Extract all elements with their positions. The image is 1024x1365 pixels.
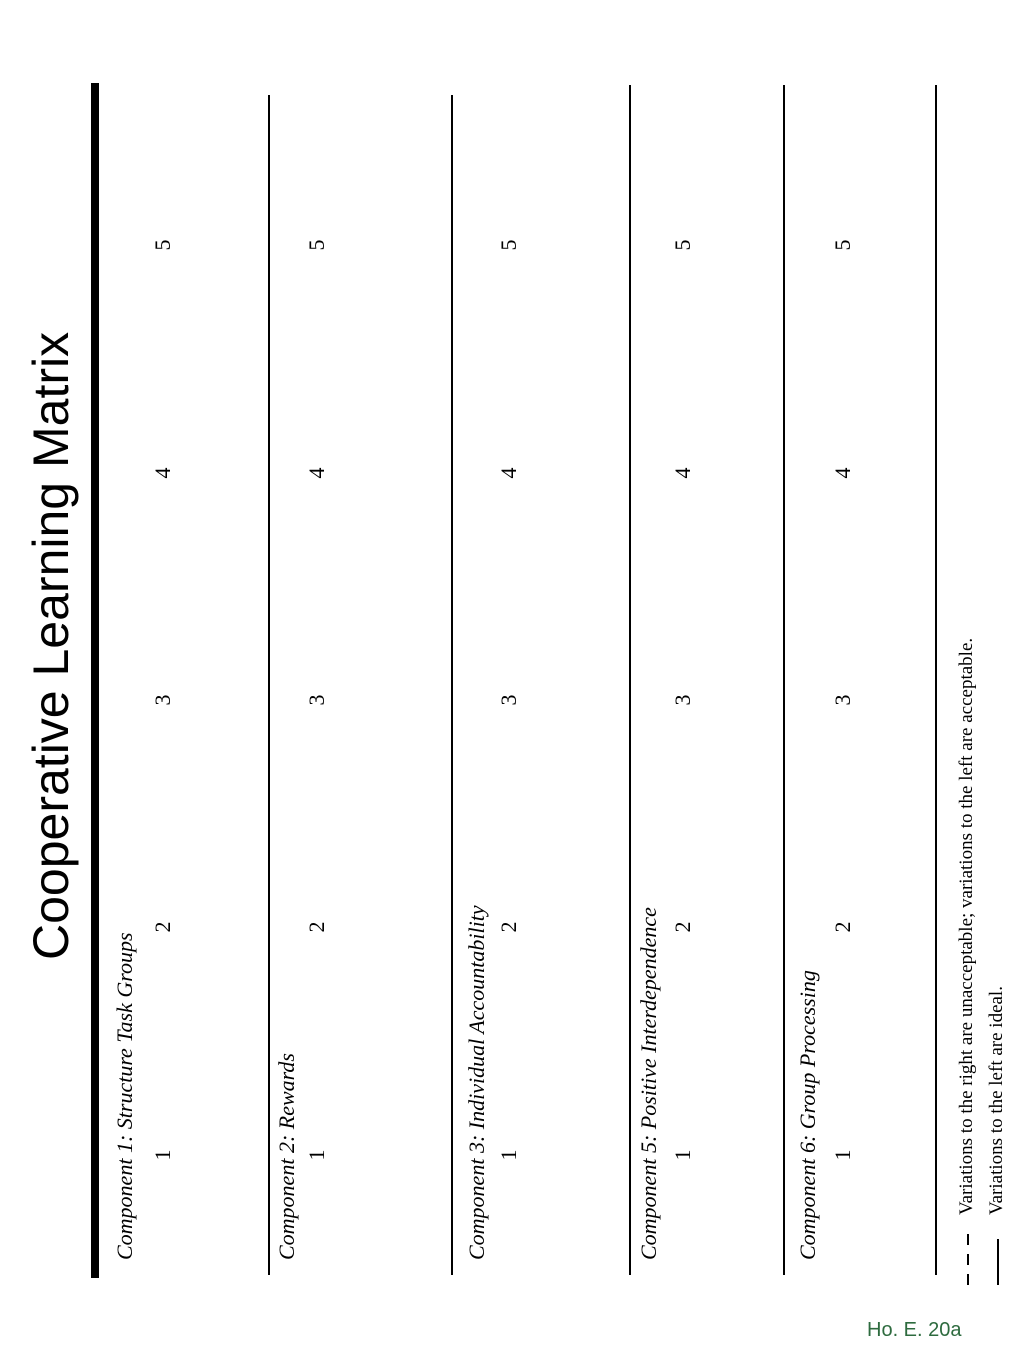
scale-number: 2 bbox=[496, 921, 521, 933]
scale-number: 5 bbox=[304, 239, 329, 251]
solid-line-icon bbox=[997, 1239, 999, 1285]
scale-number: 4 bbox=[496, 467, 521, 479]
scale-number: 1 bbox=[496, 1149, 521, 1161]
scale-number: 5 bbox=[830, 239, 855, 251]
scale-number: 3 bbox=[830, 694, 855, 706]
scale-number: 2 bbox=[670, 921, 695, 933]
scale-number: 5 bbox=[150, 239, 175, 251]
row-divider bbox=[783, 85, 785, 1275]
row-divider bbox=[268, 95, 270, 1275]
legend-solid-text: Variations to the left are ideal. bbox=[986, 986, 1007, 1215]
scale-number: 1 bbox=[670, 1149, 695, 1161]
scale-number: 4 bbox=[150, 467, 175, 479]
scale-number: 3 bbox=[304, 694, 329, 706]
scale-number: 4 bbox=[830, 467, 855, 479]
page-title: Cooperative Learning Matrix bbox=[23, 331, 79, 960]
scale-number: 2 bbox=[830, 921, 855, 933]
scale-number: 1 bbox=[304, 1149, 329, 1161]
scale-number: 2 bbox=[150, 921, 175, 933]
scale-number: 1 bbox=[150, 1149, 175, 1161]
component-label: Component 2: Rewards bbox=[274, 1053, 299, 1260]
title-rule bbox=[91, 83, 99, 1278]
component-label: Component 6: Group Processing bbox=[795, 970, 820, 1260]
row-divider bbox=[935, 85, 937, 1275]
scale-number: 3 bbox=[496, 694, 521, 706]
scale-number: 2 bbox=[304, 921, 329, 933]
footer-code: Ho. E. 20a bbox=[867, 1319, 962, 1341]
scale-number: 3 bbox=[150, 694, 175, 706]
legend-dashed-text: Variations to the right are unacceptable; variations to the left are acceptable. bbox=[956, 637, 977, 1215]
row-divider bbox=[629, 85, 631, 1275]
scale-number: 1 bbox=[830, 1149, 855, 1161]
component-label: Component 1: Structure Task Groups bbox=[112, 932, 137, 1260]
component-label: Component 5: Positive Interdependence bbox=[636, 907, 661, 1260]
scale-number: 5 bbox=[670, 239, 695, 251]
component-label: Component 3: Individual Accountability bbox=[464, 905, 489, 1260]
scale-number: 3 bbox=[670, 694, 695, 706]
row-divider bbox=[451, 95, 453, 1275]
scale-number: 4 bbox=[670, 467, 695, 479]
scale-number: 4 bbox=[304, 467, 329, 479]
scale-number: 5 bbox=[496, 239, 521, 251]
